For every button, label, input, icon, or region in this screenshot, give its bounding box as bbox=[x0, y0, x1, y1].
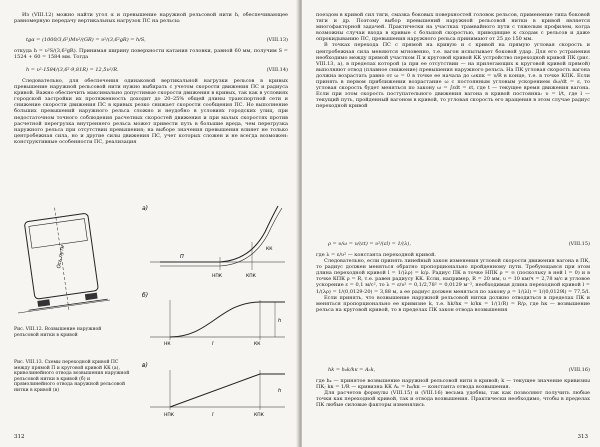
left-text-block-3 bbox=[14, 78, 288, 145]
left-equation-2 bbox=[14, 67, 288, 73]
transition-curve-path bbox=[160, 206, 278, 262]
paragraph: Следовательно, если принять линейный закон изменения угловой скорости движения вагона в ПК, то радиус должен меняться обратно пропорционально пройденному пути. Требующаяся при этом длина переходной кривой l = 1/(λρ) = k/ρ. Радиус ПК в точке НПК ρ = ∞ (поскольку в ней l = 0) и в точке КПК ρ = R, т.е. равен радиусу КК. Если, например, R = 20 мм, υ = 10 км/ч = 2,78 м/с и угловое ускорение ε = 0,1 м/с², то λ = ε/υ² = 0,1/2,78² = 0,0129 м⁻², необходимая длина переходной кривой l = 1/(λρ) = 1/(0,0129·20) = 3,88 м, а ее радиус должен меняться по закону ρ = 1/(λl) = 1/(0,0129l) = 77,5/l. bbox=[316, 258, 590, 295]
paragraph: где λ = ε/υ² — константа переходной кривой. bbox=[316, 252, 436, 258]
point-label: КК bbox=[266, 247, 273, 252]
paragraph: В точках перехода ПС с прямой на кривую и с кривой на прямую угловая скорость и центробежная сила меняются мгновенно, т.е. вагон испытывает боковой удар. Для его устранения необходимо между прямой участком П и круговой кривой КК устройство переходной кривой ПК (рис. VIII.13, а), в пределах которой (а при ее отсутствии — на прилегающих к круговой кривой прямой) выполняют отвод (плавное снижение) превышения наружного рельса. На ПК угловая скорость вагона должна возрастать равно от ω = 0 в точке ее начала до ωкпк = υ/R в конце, т.е. в точке КПК. Если принять в первом приближении возрастание ω с постоянным угловым ускорением dω/dt = ε, то угловая скорость будет меняться по закону ω = ∫εdt = εt, где t — текущее время движения вагона. Если при этом скорость поступательного движения вагона в кривой постоянна: υ = l/t, где l — текущий путь, пройденный вагоном в кривой, то угловая скорость его вращения в этом случае радиус переходной кривой bbox=[316, 42, 590, 110]
equation-formula: h = υ²·1584/(3,6²·9,81R) = 12,5υ²/R. bbox=[26, 67, 119, 73]
right-page bbox=[302, 0, 600, 447]
right-text-block-3 bbox=[316, 378, 590, 408]
panel-label: б) bbox=[142, 292, 149, 299]
panel-label: а) bbox=[142, 205, 149, 212]
paragraph: где hₖ — принятое возвышение наружной рельсовой нити в кривой; k — текущее значение кривизны ПК; kк = 1/R — кривизна КК Aₙ = h₀/kк — константа отвода возвышения. bbox=[316, 378, 590, 391]
equation-number: (VIII.16) bbox=[568, 367, 590, 373]
point-label: П bbox=[180, 254, 184, 260]
page-number: 313 bbox=[577, 434, 588, 440]
axis-label: l bbox=[212, 412, 214, 418]
right-text-block-1 bbox=[316, 12, 590, 110]
equation-number: (VIII.13) bbox=[266, 37, 288, 43]
figure-transition-curve bbox=[140, 202, 290, 422]
figure-caption-1: Рис. VIII.12. Возвышение наружной рельсовой нитки в кривой bbox=[14, 327, 102, 338]
left-text-block-1 bbox=[14, 12, 288, 24]
left-page bbox=[0, 0, 298, 447]
point-label: h bbox=[278, 318, 282, 324]
axis-label: l bbox=[212, 341, 214, 347]
transition-curve-path-outer bbox=[160, 208, 282, 266]
curved-runoff-path bbox=[170, 302, 285, 337]
axis-label: Ось пути bbox=[56, 244, 67, 269]
point-label: НК bbox=[164, 342, 171, 347]
ground-line bbox=[18, 300, 110, 313]
point-label: КПК bbox=[254, 413, 264, 418]
right-equation-1 bbox=[316, 241, 590, 247]
point-label: h bbox=[278, 388, 282, 394]
panel-label: в) bbox=[142, 362, 148, 369]
point-label: КПК bbox=[246, 274, 256, 279]
equation-formula: hk = h₀k/kк = Aₙk, bbox=[328, 367, 376, 373]
figure-superelevation bbox=[14, 205, 114, 325]
equation-formula: tgα = (1000/3,6²)Mυ²/(GR) = υ²/(3,6²gR) = h/S, bbox=[26, 37, 146, 43]
left-equation-1 bbox=[14, 37, 288, 43]
equation-number: (VIII.15) bbox=[568, 241, 590, 247]
paragraph: Если принять, что возвышение наружной рельсовой нитки должно отводиться в пределах ПК и меняться пропорционально ее кривизне k, т.е. hk/hк = k/kк = 1/(1/R) = R/ρ, где hк — возвышение рельса на круговой кривой, то в пределах ПК закон отвода возвышения bbox=[316, 294, 590, 313]
point-label: КК bbox=[254, 342, 261, 347]
left-text-block-2 bbox=[14, 48, 288, 60]
linear-runoff-path bbox=[170, 374, 285, 407]
equation-number: (VIII.14) bbox=[266, 67, 288, 73]
point-label: НПК bbox=[164, 413, 174, 418]
point-label: НПК bbox=[212, 274, 222, 279]
figure-caption-2: Рис. VIII.13. Схемы переходной кривой ПС между прямой П и круговой кривой КК (а), криволинейного отвода возвышения наружной рельсовой нитки в кривой (б) и прямолинейного отвода наружной рельсовой нитки в кривой (в) bbox=[14, 360, 130, 393]
equation-formula: ρ = υ/ω = υ/(εt) = υ²/(εl) = 1/(λ), bbox=[328, 241, 411, 247]
paragraph: Следовательно, для обеспечения одинаковой вертикальной нагрузки рельсов в кривых превышение наружной рельсовой нити нужно выбирать с учетом скорости движения ПС и радиуса кривой. Важно обеспечить максимально допустимые скорости движения в кривых, так как в условиях городской застройки их протяженность доходит до 20–25% общей длины транспортной сети и снижение скорости движения ПС в кривых резко снижает скорости сообщения ПС. Но выполнение больших превышений наружного рельса сложно и неудобно в условиях городских улиц, при недостаточном точного соблюдения расчетных скоростей движения и при малых скоростях против расчетной перегрузка внутреннего рельса может привести путь в большие вреда, чем перегрузка наружного рельса при отсутствии превышения; на выборе значения превышения влияет не только центробежная сила, но и другие силы движения ПС, учет которых сложен и не всегда возможен: конструктивные особенности ПС, реализация bbox=[14, 78, 288, 145]
page-number: 312 bbox=[14, 434, 25, 440]
paragraph: поездом в кривой сил тяги, смазка боковых поверхностей головок рельсов, применение типа боковой тяги и др. Поэтому выбор превышений наружной рельсовой нитки в кривой является многофакторной задачей. Практически на участках трамвайного пути с тяжелым профилем, когда возможны случаи входа в кривые с большой скоростью, приводящие к сходам с рельсов и даже опрокидыванию ПС, превышения наружного рельса принимают от 25 до 150 мм. bbox=[316, 12, 590, 43]
right-text-block-2 bbox=[316, 252, 590, 313]
paragraph: Для расчетов формулы (VIII.15) и (VIII.16) весьма удобны, так как позволяют получить любые точки как переходной кривой, так и отвода возвышения. Практически необходимо, чтобы в пределах ПК любые силовые факторы изменялись bbox=[316, 390, 590, 409]
right-equation-2 bbox=[316, 367, 590, 373]
paragraph: откуда h = υ²S/(3,6²gR). Принимая ширину поверхности катания головки, равной 60 мм, получим S = 1524 + 60 = 1584 мм. Тогда bbox=[14, 48, 288, 61]
right-rail bbox=[85, 293, 98, 301]
left-rail bbox=[37, 299, 50, 307]
paragraph: Из (VIII.12) можно найти угол α и превышение наружной рельсовой нити h, обеспечивающее равномерную передачу вертикальных нагрузок ПС на рельсы: bbox=[14, 12, 288, 25]
